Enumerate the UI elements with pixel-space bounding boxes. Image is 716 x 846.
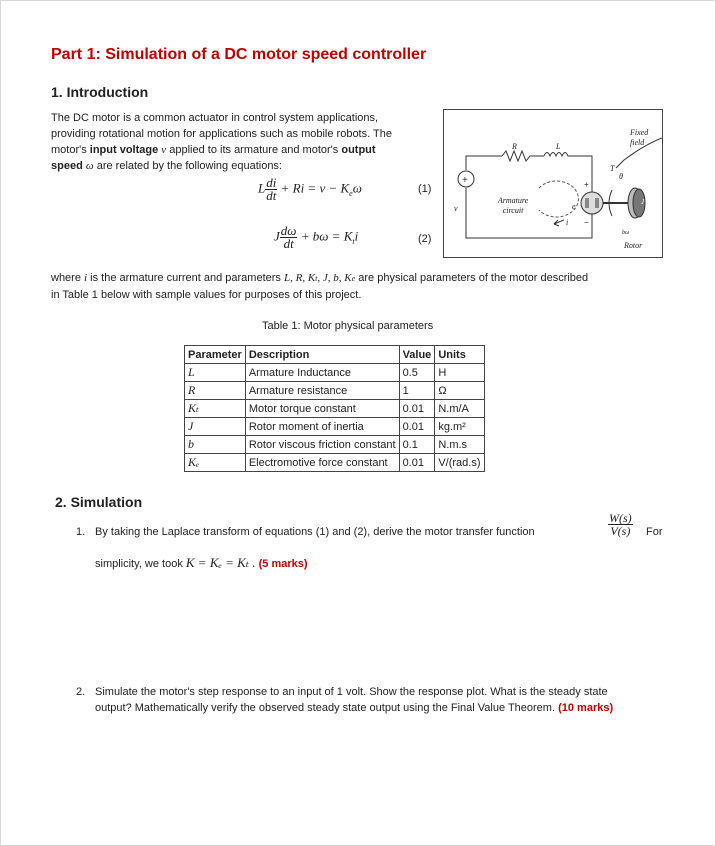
torque-label: T — [610, 164, 615, 173]
inductor-label: L — [556, 142, 561, 151]
intro-line-1: The DC motor is a common actuator in control system applications, — [51, 112, 379, 124]
table-row: Kₜ Motor torque constant 0.01 N.m/A — [185, 400, 485, 418]
voltage-label: v — [454, 204, 458, 213]
question-1-for: For — [646, 526, 663, 538]
equation-2: J $\frac{d\omega}{dt}$ + $b\omega = K_ti$ — [274, 223, 359, 251]
header-value: Value — [399, 346, 435, 364]
rotor-label: Rotor — [624, 241, 643, 250]
table-header-row — [185, 346, 485, 364]
page-title: Part 1: Simulation of a DC motor speed controller — [51, 46, 427, 63]
fixed-field-label: Fixed field — [630, 128, 649, 147]
intro-paragraph — [51, 110, 437, 174]
table-row: b Rotor viscous friction constant 0.1 N.m.s — [185, 436, 485, 454]
question-1-line-2: simplicity, we took K = Kₑ = Kₜ . (5 marks) — [95, 555, 308, 570]
question-1-text: By taking the Laplace transform of equations (1) and (2), derive the motor transfer function — [95, 526, 535, 538]
question-1-number: 1. — [76, 526, 86, 538]
friction-label: bω — [622, 230, 630, 236]
intro-line-2: providing rotational motion for applications such as mobile robots. The — [51, 128, 392, 140]
table-row: R Armature resistance 1 Ω — [185, 382, 485, 400]
parameters-table — [184, 345, 485, 472]
table-row: Kₑ Electromotive force constant 0.01 V/(rad.s) — [185, 454, 485, 472]
inertia-label: J — [641, 198, 645, 206]
intro-line-4: speed ω are related by the following equations: — [51, 160, 282, 172]
intro-heading: 1. Introduction — [51, 84, 149, 100]
where-paragraph: where i is the armature current and parameters L, R, Kt, J, b, Ke are physical parameters of the motor described in Table 1 below with sample values for purposes of this project. — [51, 272, 589, 301]
dc-motor-diagram — [443, 109, 663, 258]
armature-circuit-label: Armature circuit — [497, 196, 529, 215]
table-caption: Table 1: Motor physical parameters — [262, 320, 434, 332]
question-2-number: 2. — [76, 686, 86, 698]
inductor-symbol — [544, 153, 576, 157]
header-units: Units — [435, 346, 484, 364]
emf-label: e — [572, 202, 576, 211]
theta-label: θ — [619, 172, 623, 181]
question-2-text: Simulate the motor's step response to an input of 1 volt. Show the response plot. What is the steady state output? Mathematically verify the observed steady state output using the Final Value Theorem. (10 marks) — [95, 686, 614, 714]
resistor-label: R — [512, 142, 517, 151]
current-label: i — [566, 218, 569, 227]
minus-sign: − — [584, 218, 589, 227]
equation-1-number: (1) — [418, 183, 432, 195]
simulation-heading: 2. Simulation — [55, 494, 143, 510]
svg-text:+: + — [462, 175, 468, 186]
header-description: Description — [245, 346, 399, 364]
plus-sign: + — [584, 180, 589, 189]
table-row: L Armature Inductance 0.5 H — [185, 364, 485, 382]
transfer-function: $\frac{W(s)}{V(s)}$ — [609, 511, 632, 538]
table-row: J Rotor moment of inertia 0.01 kg.m² — [185, 418, 485, 436]
motor-symbol — [581, 192, 603, 214]
header-parameter: Parameter — [185, 346, 246, 364]
resistor-symbol — [502, 151, 544, 161]
equation-1: L $\frac{di}{dt}$ + $Ri = v - K_e\omega$ — [258, 175, 362, 203]
question-2-marks: (10 marks) — [558, 702, 614, 714]
intro-line-3: motor's input voltage v applied to its armature and motor's output — [51, 144, 376, 156]
equation-2-number: (2) — [418, 233, 432, 245]
question-1-marks: (5 marks) — [258, 558, 308, 570]
